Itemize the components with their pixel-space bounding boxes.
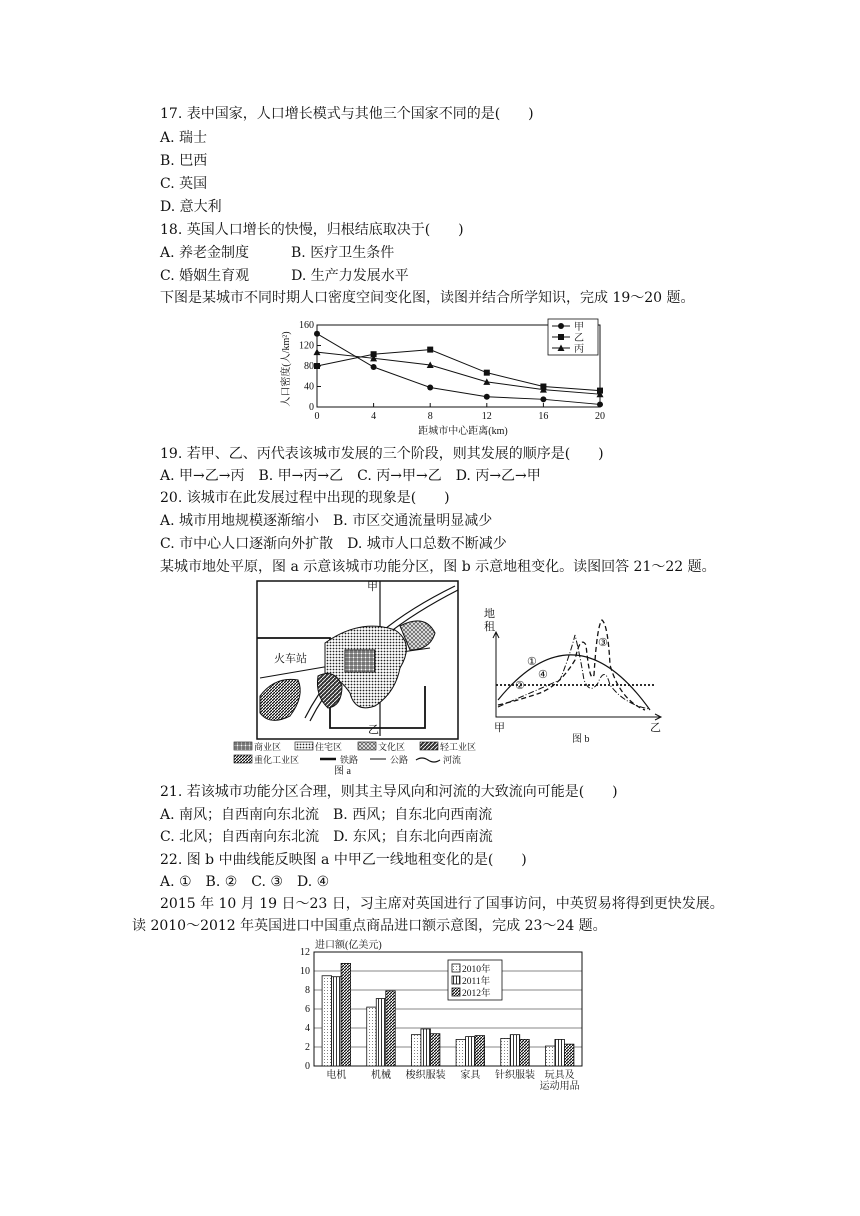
import-legend-swatch	[452, 976, 460, 984]
map-yi-label: 乙	[368, 724, 379, 736]
q18-options-cd: C. 婚姻生育观 D. 生产力发展水平	[160, 268, 409, 284]
map-jia-label: 甲	[367, 581, 378, 593]
import-y-tick-label: 4	[305, 1023, 310, 1034]
q18-stem: 18. 英国人口增长的快慢，归根结底取决于( )	[160, 222, 464, 238]
legend-residential: 住宅区	[315, 742, 343, 752]
intro-23-24-line2: 读 2010～2012 年英国进口中国重点商品进口额示意图，完成 23～24 题。	[132, 918, 607, 934]
import-bar	[386, 991, 396, 1066]
density-legend-label: 乙	[574, 333, 584, 344]
legend-commercial: 商业区	[254, 742, 282, 752]
import-category-label: 梭织服装	[405, 1070, 446, 1081]
q17-option-c: C. 英国	[160, 176, 208, 192]
rent-label-1: ①	[527, 656, 537, 668]
density-y-tick-label: 40	[304, 381, 314, 393]
density-y-tick-label: 120	[299, 340, 314, 352]
import-legend-label: 2010年	[462, 965, 491, 975]
legend-highway: 公路	[390, 755, 409, 765]
q21-stem: 21. 若该城市功能分区合理，则其主导风向和河流的大致流向可能是( )	[160, 784, 618, 800]
legend-river: 河流	[443, 755, 462, 765]
density-point	[371, 364, 377, 370]
import-bar	[466, 1037, 476, 1066]
import-category-label: 针织服装	[495, 1070, 535, 1081]
rent-jia-label: 甲	[494, 722, 505, 734]
legend-light-industry: 轻工业区	[440, 742, 477, 752]
q22-stem: 22. 图 b 中曲线能反映图 a 中甲乙一线地租变化的是( )	[160, 852, 527, 868]
density-y-tick-label: 80	[304, 361, 314, 372]
q20-options-ab: A. 城市用地规模逐渐缩小 B. 市区交通流量明显减少	[160, 513, 493, 529]
import-category-label: 机械	[371, 1070, 391, 1081]
density-x-tick-label: 8	[427, 411, 433, 422]
import-value-chart	[290, 938, 600, 1098]
import-bar	[322, 976, 332, 1066]
import-bar	[430, 1034, 440, 1066]
import-category-label-cont: 运动用品	[539, 1081, 580, 1092]
rent-label-2: ②	[515, 680, 525, 692]
q22-options: A. ① B. ② C. ③ D. ④	[160, 874, 330, 890]
density-point	[484, 370, 490, 376]
import-bar	[501, 1038, 511, 1066]
q17-option-d: D. 意大利	[160, 199, 222, 215]
city-function-map	[230, 578, 490, 768]
population-density-chart	[280, 313, 620, 438]
import-bar	[376, 999, 386, 1066]
density-point	[540, 396, 546, 402]
import-category-label: 家具	[460, 1070, 481, 1081]
import-y-tick-label: 0	[305, 1061, 310, 1072]
import-legend-swatch	[452, 988, 460, 996]
intro-23-24-line1: 2015 年 10 月 19 日～23 日，习主席对英国进行了国事访问，中英贸易将得到更快发展。	[160, 896, 724, 912]
import-bar	[475, 1036, 485, 1066]
import-bar	[510, 1035, 520, 1066]
density-y-tick-label: 160	[299, 320, 314, 331]
q20-stem: 20. 该城市在此发展过程中出现的现象是( )	[160, 490, 450, 506]
density-x-tick-label: 12	[481, 411, 492, 422]
density-point	[314, 363, 320, 369]
import-bar	[564, 1044, 574, 1066]
import-bar	[520, 1039, 530, 1066]
q17-stem: 17. 表中国家，人口增长模式与其他三个国家不同的是( )	[160, 106, 534, 122]
import-y-tick-label: 10	[300, 966, 310, 977]
density-legend-marker	[558, 323, 564, 329]
import-y-tick-label: 2	[305, 1042, 310, 1053]
intro-21-22: 某城市地处平原，图 a 示意该城市功能分区，图 b 示意地租变化。读图回答 21～22 题。	[160, 559, 716, 575]
rent-y-label-2: 租	[484, 621, 495, 633]
legend-heavy-industry: 重化工业区	[254, 755, 300, 765]
land-rent-chart	[480, 605, 670, 745]
import-bar	[555, 1039, 565, 1066]
import-bar	[545, 1046, 555, 1066]
map-station-label: 火车站	[274, 653, 307, 665]
density-point	[427, 347, 433, 353]
import-y-tick-label: 6	[305, 1004, 310, 1015]
density-x-tick-label: 4	[371, 411, 377, 422]
import-category-label: 玩具及	[544, 1070, 575, 1081]
density-point	[314, 349, 321, 356]
density-series-line-2	[317, 350, 600, 391]
density-legend-marker	[558, 334, 564, 340]
q20-options-cd: C. 市中心人口逐渐向外扩散 D. 城市人口总数不断减少	[160, 536, 507, 552]
density-x-label: 距城市中心距离(km)	[418, 426, 508, 437]
import-bar	[456, 1039, 466, 1066]
intro-19-20: 下图是某城市不同时期人口密度空间变化图，读图并结合所学知识，完成 19～20 题。	[160, 290, 695, 306]
q21-options-ab: A. 南风；自西南向东北流 B. 西风；自东北向西南流	[160, 807, 493, 823]
rent-y-label-1: 地	[484, 608, 495, 620]
import-bar	[367, 1007, 377, 1066]
density-legend-label: 丙	[574, 344, 584, 355]
density-y-label: 人口密度(人/km²)	[281, 331, 292, 407]
density-point	[314, 331, 320, 337]
rent-curve-3	[498, 620, 645, 710]
commercial-zone	[345, 650, 375, 672]
import-category-label: 电机	[326, 1070, 347, 1081]
rent-label-4: ④	[538, 669, 548, 681]
import-bar	[411, 1035, 421, 1066]
q17-option-a: A. 瑞士	[160, 130, 208, 146]
q21-options-cd: C. 北风；自西南向东北流 D. 东风；自东北向西南流	[160, 829, 493, 845]
import-bar	[332, 977, 342, 1066]
q19-stem: 19. 若甲、乙、丙代表该城市发展的三个阶段，则其发展的顺序是( )	[160, 446, 604, 462]
import-bar	[421, 1029, 431, 1066]
map-caption: 图 a	[334, 766, 351, 777]
import-bar	[341, 963, 351, 1066]
import-y-tick-label: 12	[300, 947, 310, 958]
density-x-tick-label: 16	[538, 411, 549, 422]
density-point	[597, 401, 603, 407]
import-legend-label: 2011年	[462, 977, 491, 987]
q18-options-ab: A. 养老金制度 B. 医疗卫生条件	[160, 245, 395, 261]
rent-yi-label: 乙	[650, 722, 661, 734]
density-point	[484, 394, 490, 400]
import-y-label: 进口额(亿美元)	[315, 940, 382, 951]
density-x-tick-label: 20	[595, 411, 605, 422]
density-point	[427, 385, 433, 391]
rent-label-3: ③	[598, 637, 608, 649]
density-legend-label: 甲	[574, 322, 584, 333]
density-x-tick-label: 0	[314, 411, 320, 422]
import-y-tick-label: 8	[305, 985, 310, 996]
density-y-tick-label: 0	[309, 402, 314, 413]
q19-options: A. 甲→乙→丙 B. 甲→丙→乙 C. 丙→甲→乙 D. 丙→乙→甲	[160, 468, 541, 484]
legend-culture: 文化区	[378, 742, 406, 752]
rent-caption: 图 b	[572, 734, 590, 745]
q17-option-b: B. 巴西	[160, 153, 208, 169]
import-legend-label: 2012年	[462, 989, 491, 999]
legend-railway: 铁路	[340, 755, 359, 765]
import-legend-swatch	[452, 964, 460, 972]
